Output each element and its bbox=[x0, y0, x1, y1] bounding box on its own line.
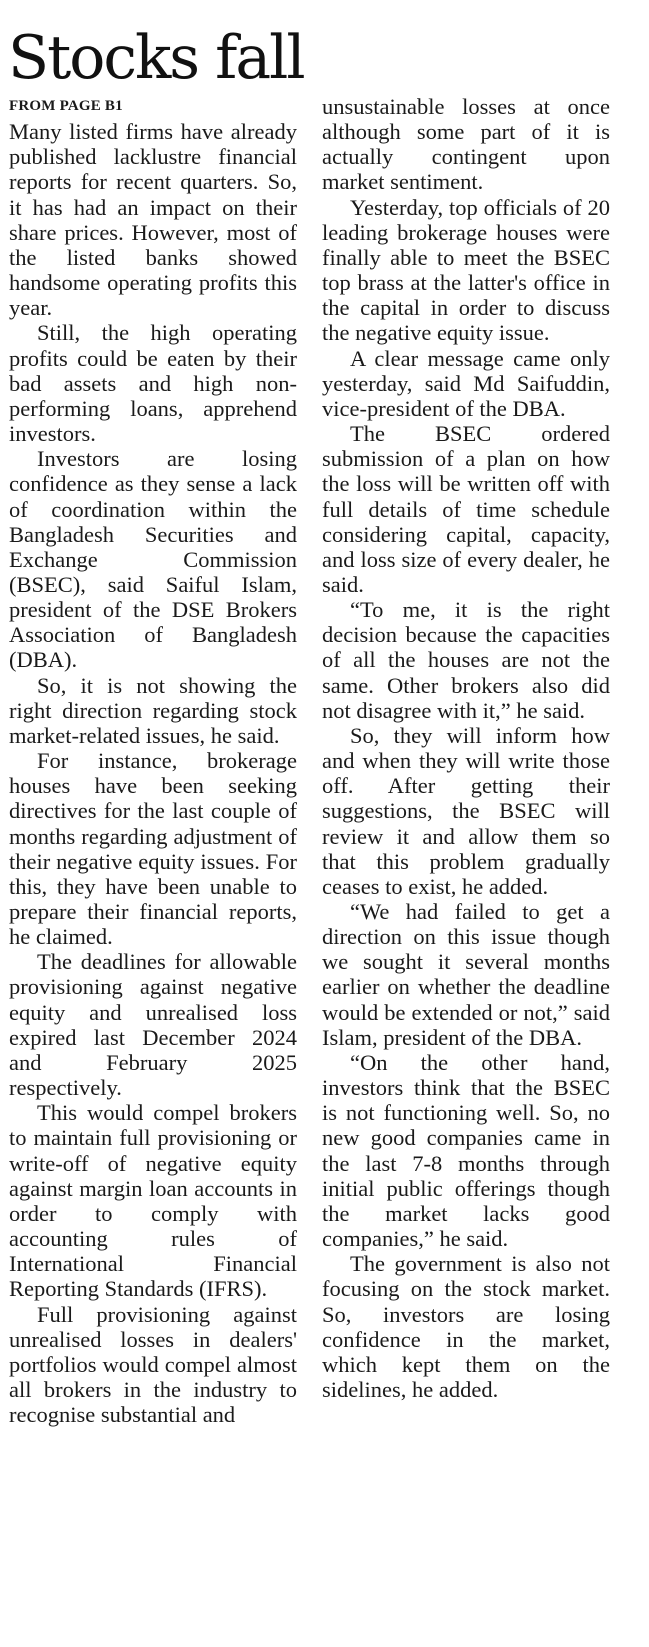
paragraph: Still, the high operating profits could be eaten by their bad assets and high non-performing loans, apprehend investors. bbox=[9, 320, 297, 447]
paragraph: Full provisioning against unrealised losses in dealers' portfolios would compel almost all brokers in the industry to recognise substantial and bbox=[9, 1301, 297, 1428]
paragraph: A clear message came only yesterday, said Md Saifuddin, vice-president of the DBA. bbox=[322, 345, 610, 421]
paragraph: So, they will inform how and when they will write those off. After getting their suggestions, the BSEC will review it and allow them so that this problem gradually ceases to exist, he added. bbox=[322, 722, 610, 899]
paragraph: The BSEC ordered submission of a plan on how the loss will be written off with full details of time schedule considering capital, capacity, and loss size of every dealer, he said. bbox=[322, 421, 610, 597]
paragraph: Investors are losing confidence as they sense a lack of coordination within the Bangladesh Securities and Exchange Commission (BSEC), said Saiful Islam, president of the DSE Brokers Association of Bangladesh (DBA). bbox=[9, 446, 297, 673]
paragraph: This would compel brokers to maintain full provisioning or write-off of negative equity against margin loan accounts in order to comply with accounting rules of International Financial Reporting Standards (IFRS). bbox=[9, 1100, 297, 1302]
paragraph: So, it is not showing the right direction regarding stock market-related issues, he said. bbox=[9, 672, 297, 748]
paragraph: Yesterday, top officials of 20 leading brokerage houses were finally able to meet the BSEC top brass at the latter's office in the capital in order to discuss the negative equity issue. bbox=[322, 194, 610, 346]
kicker: FROM PAGE B1 bbox=[9, 98, 123, 114]
paragraph: “On the other hand, investors think that the BSEC is not functioning well. So, no new good companies came in the last 7-8 months through initial public offerings though the market lacks good companies,” he said. bbox=[322, 1049, 610, 1252]
headline: Stocks fall bbox=[8, 23, 304, 93]
right-column bbox=[322, 94, 610, 1402]
paragraph: For instance, brokerage houses have been seeking directives for the last couple of months regarding adjustment of their negative equity issues. For this, they have been unable to prepare their financial reports, he claimed. bbox=[9, 748, 297, 950]
left-column bbox=[9, 94, 297, 1427]
paragraph: “To me, it is the right decision because the capacities of all the houses are not the same. Other brokers also did not disagree with it,” he said. bbox=[322, 597, 610, 723]
paragraph: The deadlines for allowable provisioning against negative equity and unrealised loss expired last December 2024 and February 2025 respectively. bbox=[9, 949, 297, 1101]
paragraph: unsustainable losses at once although some part of it is actually contingent upon market sentiment. bbox=[322, 94, 610, 195]
paragraph: Many listed firms have already published lacklustre financial reports for recent quarters. So, it has had an impact on their share prices. However, most of the listed banks showed handsome operating profits this year. bbox=[9, 119, 297, 321]
paragraph: The government is also not focusing on the stock market. So, investors are losing confidence in the market, which kept them on the sidelines, he added. bbox=[322, 1251, 610, 1402]
paragraph: “We had failed to get a direction on this issue though we sought it several months earlier on whether the deadline would be extended or not,” said Islam, president of the DBA. bbox=[322, 899, 610, 1050]
